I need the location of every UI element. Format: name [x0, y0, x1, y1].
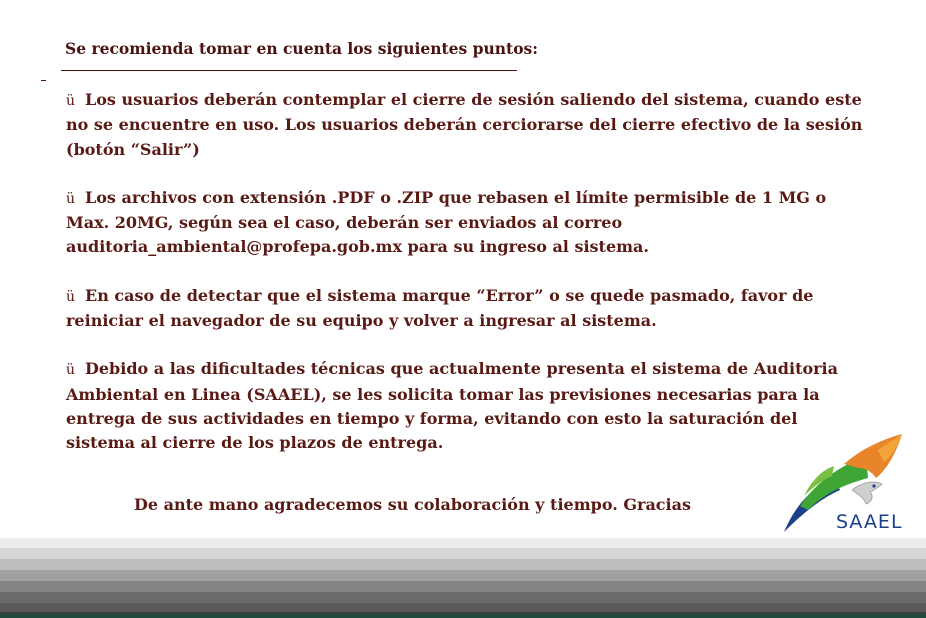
footer-bottom-edge — [0, 614, 926, 618]
check-bullet-icon: ü — [66, 190, 76, 207]
list-item — [66, 88, 866, 162]
check-bullet-icon: ü — [66, 288, 76, 305]
saael-logo — [782, 432, 904, 536]
point-text: En caso de detectar que el sistema marque “Error” o se quede pasmado, favor de reiniciar el navegador de su equipo y volver a ingresar al sistema. — [66, 285, 814, 331]
notice-heading: Se recomienda tomar en cuenta los siguientes puntos: — [65, 39, 538, 58]
footer-gradient-band — [0, 538, 926, 618]
check-bullet-icon: ü — [66, 362, 76, 379]
divider-tick — [41, 80, 46, 81]
point-text: Los usuarios deberán contemplar el cierre de sesión saliendo del sistema, cuando este no se encuentre en uso. Los usuarios deberán cerciorarse del cierre efectivo de la sesión (botón “Salir”) — [66, 90, 863, 159]
point-text: Los archivos con extensión .PDF o .ZIP que rebasen el límite permisible de 1 MG o Max. 20MG, según sea el caso, deberán ser enviados al correo auditoria_ambiental@profepa.gob.mx para su ingreso al sistema. — [66, 187, 827, 257]
recommendations-list — [66, 88, 866, 480]
list-item — [66, 284, 866, 334]
list-item — [66, 357, 866, 455]
point-text: Debido a las dificultades técnicas que actualmente presenta el sistema de Auditoria Ambiental en Linea (SAAEL), se les solicita tomar las previsiones necesarias para la entrega de sus actividades en tiempo y forma, evitando con esto la saturación del sistema al cierre de los plazos de entrega. — [66, 359, 838, 453]
logo-wordmark: SAAEL — [836, 511, 903, 533]
check-bullet-icon: ü — [66, 93, 76, 109]
list-item — [66, 186, 866, 260]
thanks-message: De ante mano agradecemos su colaboración y tiempo. Gracias — [134, 495, 691, 514]
heading-underline — [61, 70, 517, 71]
